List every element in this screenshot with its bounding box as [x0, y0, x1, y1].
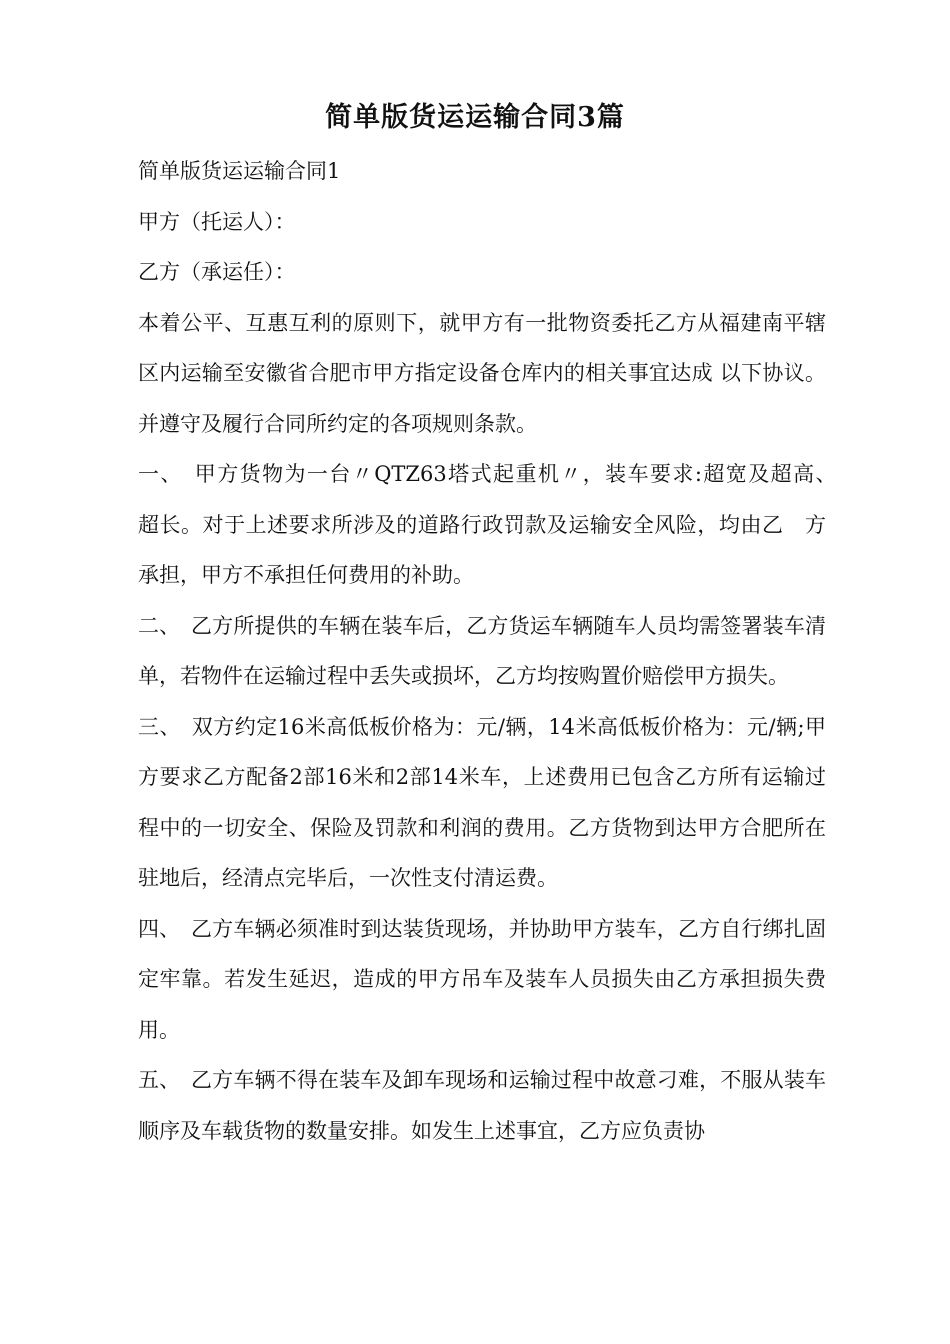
- clause-5-paragraph: 五、 乙方车辆不得在装车及卸车现场和运输过程中故意刁难，不服从装车顺序及车载货物的数量安排。如发生上述事宜，乙方应负责协: [138, 1068, 826, 1143]
- party-b-line: 乙方（承运任）：: [138, 260, 296, 284]
- document-body: [138, 146, 847, 1156]
- document-title: 简单版货运运输合同3篇: [325, 102, 625, 133]
- party-a-line: 甲方（托运人）：: [138, 209, 296, 234]
- document-subtitle: 简单版货运运输合同1: [138, 159, 341, 183]
- clause-3-paragraph: 三、 双方约定16米高低板价格为：元/辆，14米高低板价格为：元/辆;甲方要求乙方配备2部16米和2部14米车，上述费用已包含乙方所有运输过程中的一切安全、保险及罚款和利润的费用。乙方货物到达甲方合肥所在驻地后，经清点完毕后，一次性支付清运费。: [138, 714, 826, 890]
- clause-4-paragraph: 四、 乙方车辆必须准时到达装货现场，并协助甲方装车，乙方自行绑扎固定牢靠。若发生延迟，造成的甲方吊车及装车人员损失由乙方承担损失费用。: [138, 916, 826, 1042]
- clause-2-paragraph: 二、 乙方所提供的车辆在装车后，乙方货运车辆随车人员均需签署装车清单，若物件在运输过程中丢失或损坏，乙方均按购置价赔偿甲方损失。: [138, 613, 826, 688]
- intro-paragraph: 本着公平、互惠互利的原则下，就甲方有一批物资委托乙方从福建南平辖区内运输至安徽省合肥市甲方指定设备仓库内的相关事宜达成 以下协议。并遵守及履行合同所约定的各项规则条款。: [138, 310, 826, 436]
- clause-1-paragraph: 一、 甲方货物为一台〃QTZ63塔式起重机〃，装车要求:超宽及超高、 超长。对于上述要求所涉及的道路行政罚款及运输安全风险，均由乙 方承担，甲方不承担任何费用的补助。: [138, 462, 847, 587]
